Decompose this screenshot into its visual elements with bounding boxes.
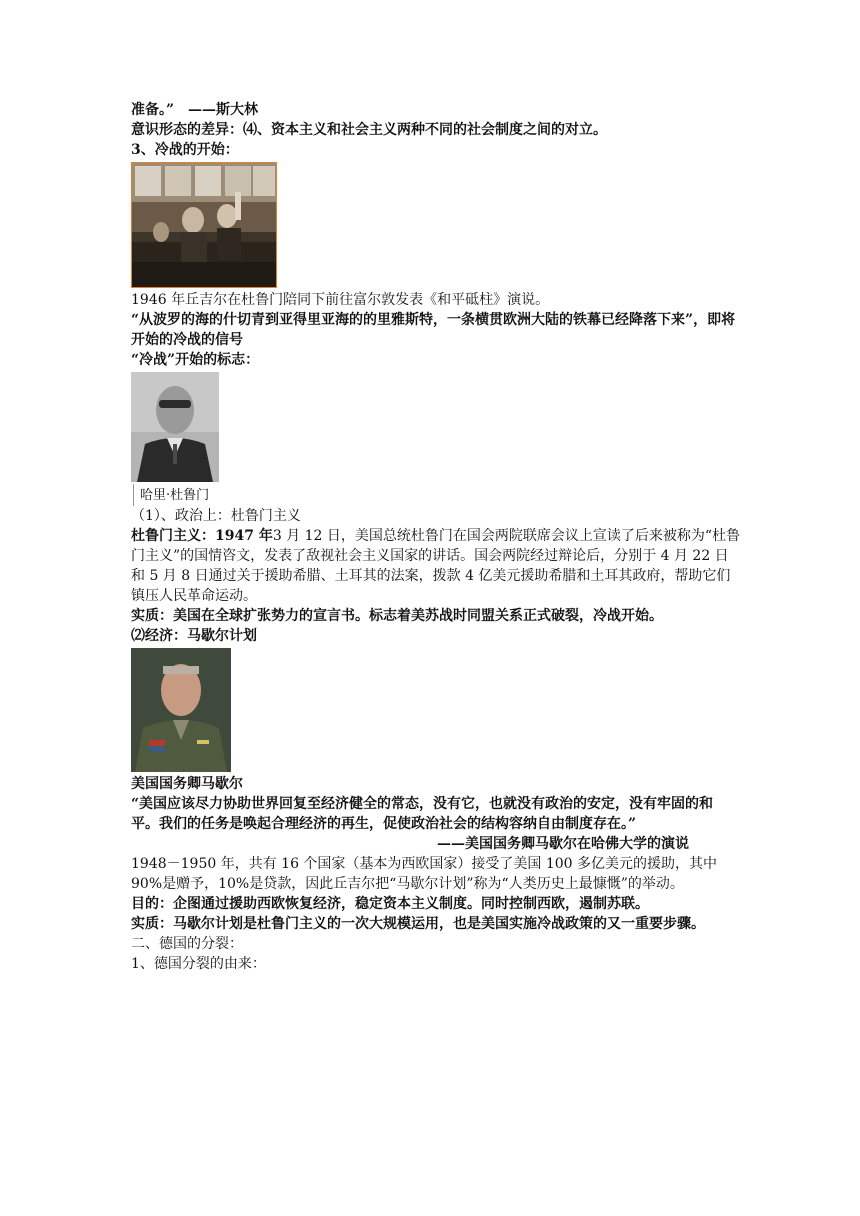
stalin-quote-end: 准备。” ——斯大林 (131, 102, 259, 118)
churchill-caption: 1946 年丘吉尔在杜鲁门陪同下前往富尔敦发表《和平砥柱》演说。 (131, 292, 550, 308)
ideology-difference: 意识形态的差异：⑷、资本主义和社会主义两种不同的社会制度之间的对立。 (131, 122, 607, 138)
churchill-truman-photo-image (131, 162, 277, 288)
marshall-quote-source: ——美国国务卿马歇尔在哈佛大学的演说 (437, 836, 689, 852)
coldwar-start-heading: 3、冷战的开始： (131, 142, 239, 158)
marshall-aid-paragraph: 1948－1950 年，共有 16 个国家（基本为西欧国家）接受了美国 100 多亿美元的援助，其中 90%是赠予，10%是贷款，因此丘吉尔把“马歇尔计划”称为“人类历史上最慷慨”的举动。 (131, 856, 718, 892)
marshall-caption: 美国国务卿马歇尔 (131, 776, 243, 792)
marshall-portrait-image (131, 648, 231, 772)
truman-doctrine-paragraph (131, 526, 741, 606)
iron-curtain-quote: “从波罗的海的什切青到亚得里亚海的的里雅斯特，一条横贯欧洲大陆的铁幕已经降落下来”，即将开始的冷战的信号 (131, 312, 736, 348)
truman-portrait (131, 372, 219, 482)
truman-portrait-image (131, 372, 219, 482)
truman-doctrine-essence: 实质：美国在全球扩张势力的宣言书。标志着美苏战时同盟关系正式破裂，冷战开始。 (131, 608, 663, 624)
document-page (131, 100, 741, 974)
coldwar-sign-label: “冷战”开始的标志： (131, 352, 260, 368)
truman-caption-text: 哈里·杜鲁门 (140, 488, 210, 503)
marshall-portrait (131, 648, 231, 772)
section-germany-split-origin: 1、德国分裂的由来： (131, 956, 266, 972)
churchill-truman-photo (131, 162, 277, 288)
marshall-quote: “美国应该尽力协助世界回复至经济健全的常态，没有它，也就没有政治的安定，没有牢固的和平。我们的任务是唤起合理经济的再生，促使政治社会的结构容纳自由制度存在。” (131, 796, 714, 832)
marshall-goal: 目的：企图通过援助西欧恢复经济，稳定资本主义制度。同时控制西欧，遏制苏联。 (131, 896, 649, 912)
truman-doctrine-label: 杜鲁门主义： (131, 528, 215, 544)
truman-caption (133, 484, 741, 506)
economy-heading: ⑵经济：马歇尔计划 (131, 628, 257, 644)
politics-heading: （1）、政治上：杜鲁门主义 (131, 508, 301, 524)
truman-doctrine-year: 1947 年 (215, 528, 273, 544)
truman-doctrine-text: 3 月 12 日，美国总统杜鲁门在国会两院联席会议上宣读了后来被称为“杜鲁门主义”的国情咨文，发表了敌视社会主义国家的讲话。国会两院经过辩论后，分别于 4 月 22 日和 5 月 8 日通过关于援助希腊、土耳其的法案，拨款 4 亿美元援助希腊和土耳其政府，帮助它们镇压人民革命运动。 (131, 528, 741, 604)
section-germany-split: 二、德国的分裂： (131, 936, 243, 952)
marshall-essence: 实质：马歇尔计划是杜鲁门主义的一次大规模运用，也是美国实施冷战政策的又一重要步骤。 (131, 916, 705, 932)
